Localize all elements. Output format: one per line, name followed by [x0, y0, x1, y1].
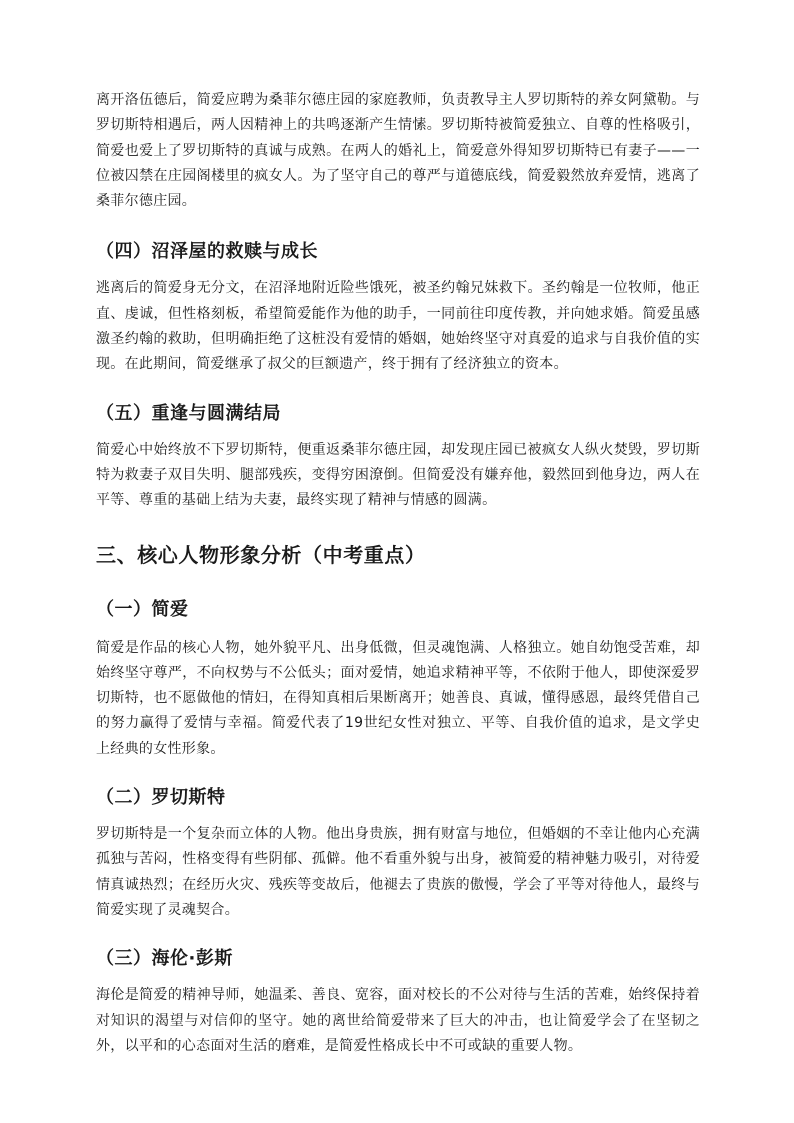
heading-helen-burns: （三）海伦·彭斯 [96, 948, 233, 970]
heading-character-analysis: 三、核心人物形象分析（中考重点） [96, 542, 426, 567]
paragraph-thornfield: 离开洛伍德后，简爱应聘为桑菲尔德庄园的家庭教师，负责教导主人罗切斯特的养女阿黛勒。与罗切斯特相遇后，两人因精神上的共鸣逐渐产生情愫。罗切斯特被简爱独立、自尊的性格吸引，简爱也爱上了罗切斯特的真诚与成熟。在两人的婚礼上，简爱意外得知罗切斯特已有妻子——一位被囚禁在庄园阁楼里的疯女人。为了坚守自己的尊严与道德底线，简爱毅然放弃爱情，逃离了桑菲尔德庄园。 [96, 92, 700, 210]
paragraph-marsh-end: 逃离后的简爱身无分文，在沼泽地附近险些饿死，被圣约翰兄妹救下。圣约翰是一位牧师，他正直、虔诚，但性格刻板，希望简爱能作为他的助手，一同前往印度传教，并向她求婚。简爱虽感激圣约翰的救助，但明确拒绝了这桩没有爱情的婚姻，她始终坚守对真爱的追求与自我价值的实现。在此期间，简爱继承了叔父的巨额遗产，终于拥有了经济独立的资本。 [96, 280, 700, 373]
paragraph-reunion: 简爱心中始终放不下罗切斯特，便重返桑菲尔德庄园，却发现庄园已被疯女人纵火焚毁，罗切斯特为救妻子双目失明、腿部残疾，变得穷困潦倒。但简爱没有嫌弃他，毅然回到他身边，两人在平等、尊重的基础上结为夫妻，最终实现了精神与情感的圆满。 [96, 441, 700, 509]
document-page [96, 88, 700, 1059]
paragraph-rochester: 罗切斯特是一个复杂而立体的人物。他出身贵族，拥有财富与地位，但婚姻的不幸让他内心充满孤独与苦闷，性格变得有些阴郁、孤僻。他不看重外貌与出身，被简爱的精神魅力吸引，对待爱情真诚热烈；在经历火灾、残疾等变故后，他褪去了贵族的傲慢，学会了平等对待他人，最终与简爱实现了灵魂契合。 [96, 826, 700, 918]
paragraph-helen-burns: 海伦是简爱的精神导师，她温柔、善良、宽容，面对校长的不公对待与生活的苦难，始终保持着对知识的渴望与对信仰的坚守。她的离世给简爱带来了巨大的冲击，也让简爱学会了在坚韧之外，以平和的心态面对生活的磨难，是简爱性格成长中不可或缺的重要人物。 [96, 987, 700, 1054]
paragraph-jane-eyre: 简爱是作品的核心人物，她外貌平凡、出身低微，但灵魂饱满、人格独立。她自幼饱受苦难，却始终坚守尊严，不向权势与不公低头；面对爱情，她追求精神平等，不依附于他人，即使深爱罗切斯特，也不愿做他的情妇，在得知真相后果断离开；她善良、真诚，懂得感恩，最终凭借自己的努力赢得了爱情与幸福。简爱代表了19世纪女性对独立、平等、自我价值的追求，是文学史上经典的女性形象。 [96, 639, 700, 757]
heading-rochester: （二）罗切斯特 [96, 787, 226, 809]
heading-section-four: （四）沼泽屋的救赎与成长 [96, 241, 318, 263]
heading-jane-eyre: （一）简爱 [96, 598, 189, 620]
heading-section-five: （五）重逢与圆满结局 [96, 402, 281, 424]
